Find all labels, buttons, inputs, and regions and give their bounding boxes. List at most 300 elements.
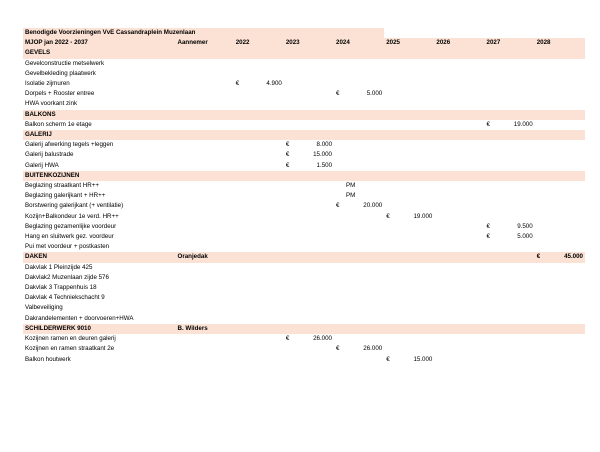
- amount-cell-2028: [545, 212, 585, 222]
- currency-cell-2025: [384, 140, 394, 150]
- currency-cell-2025: [384, 150, 394, 160]
- amount-cell-2028: [545, 283, 585, 293]
- contractor-cell: [176, 212, 234, 222]
- amount-cell-2022: [244, 171, 284, 181]
- amount-cell-2023: [294, 252, 334, 262]
- amount-cell-2023: [294, 69, 334, 79]
- currency-cell-2022: [234, 48, 244, 58]
- amount-cell-2023: [294, 59, 334, 69]
- amount-cell-2023: [294, 212, 334, 222]
- currency-cell-2023: [284, 232, 294, 242]
- currency-cell-2026: [434, 110, 444, 120]
- amount-cell-2026: [444, 130, 484, 140]
- contractor-cell: [176, 171, 234, 181]
- amount-cell-2023: [294, 201, 334, 211]
- amount-cell-2028: [545, 161, 585, 171]
- amount-cell-2025: [394, 283, 434, 293]
- amount-cell-2025: [394, 232, 434, 242]
- currency-cell-2026: [434, 355, 444, 365]
- currency-cell-2024: [334, 222, 344, 232]
- currency-cell-2024: [334, 171, 344, 181]
- amount-cell-2026: [444, 232, 484, 242]
- table-row: [23, 69, 585, 79]
- amount-cell-2027: [495, 59, 535, 69]
- currency-cell-2028: [535, 59, 545, 69]
- table-row: [23, 273, 585, 283]
- amount-cell-2023: [294, 89, 334, 99]
- title-row: [23, 28, 585, 38]
- currency-cell-2025: [384, 252, 394, 262]
- currency-cell-2024: [334, 110, 344, 120]
- currency-cell-2027: [485, 69, 495, 79]
- currency-cell-2024: [334, 263, 344, 273]
- currency-cell-2024: [334, 334, 344, 344]
- amount-cell-2025: [394, 140, 434, 150]
- currency-cell-2023: [284, 99, 294, 109]
- amount-cell-2023: 8.000: [316, 141, 333, 149]
- amount-cell-2022: [244, 314, 284, 324]
- item-label: Isolatie zijmuren: [25, 80, 70, 88]
- item-label: Galerij HWA: [25, 161, 59, 169]
- currency-cell-2027: [485, 263, 495, 273]
- amount-cell-2023: [294, 181, 334, 191]
- item-label: Dorpels + Rooster entree: [25, 90, 95, 98]
- currency-cell-2025: [384, 89, 394, 99]
- currency-cell-2027: [485, 283, 495, 293]
- currency-cell-2028: [535, 344, 545, 354]
- currency-cell-2025: [384, 324, 394, 334]
- document-title: Benodigde Voorzieningen VvE Cassandraplein Muzenlaan: [23, 28, 384, 38]
- currency-cell-2028: [535, 212, 545, 222]
- amount-cell-2028: [545, 150, 585, 160]
- currency-cell-2025: [384, 222, 394, 232]
- currency-cell-2026: [434, 48, 444, 58]
- amount-cell-2023: [294, 355, 334, 365]
- currency-cell-2025: [384, 161, 394, 171]
- currency-cell-2022: [234, 252, 244, 262]
- currency-cell-2022: [234, 324, 244, 334]
- currency-cell-2028: [535, 355, 545, 365]
- currency-cell-2027: €: [486, 222, 490, 230]
- item-label: Dakvlak 3 Trappenhuis 18: [25, 284, 97, 292]
- table-row: [23, 242, 585, 252]
- currency-cell-2025: €: [386, 212, 390, 220]
- currency-cell-2026: [434, 273, 444, 283]
- currency-cell-2026: [434, 242, 444, 252]
- spreadsheet-sheet: [0, 28, 600, 452]
- amount-cell-2022: [244, 48, 284, 58]
- currency-cell-2028: [535, 150, 545, 160]
- amount-cell-2024: [344, 140, 384, 150]
- amount-cell-2025: [394, 324, 434, 334]
- section-label: BALKONS: [23, 110, 176, 120]
- item-label: Galerij afwerking tegels +leggen: [25, 141, 114, 149]
- currency-cell-2026: [434, 201, 444, 211]
- currency-cell-2024: [334, 252, 344, 262]
- currency-cell-2023: €: [285, 335, 290, 343]
- contractor-cell: [176, 150, 234, 160]
- year-header-2027: 2027: [485, 38, 535, 48]
- amount-cell-2028: [545, 232, 585, 242]
- amount-cell-2028: [545, 110, 585, 120]
- amount-cell-2025: [394, 110, 434, 120]
- amount-cell-2026: [444, 324, 484, 334]
- amount-cell-2027: [495, 99, 535, 109]
- amount-cell-2022: [244, 344, 284, 354]
- amount-cell-2027: [495, 171, 535, 181]
- currency-cell-2024: [334, 293, 344, 303]
- amount-cell-2028: [545, 171, 585, 181]
- currency-cell-2023: €: [285, 161, 290, 169]
- currency-cell-2024: [334, 120, 344, 130]
- currency-cell-2028: [535, 120, 545, 130]
- amount-cell-2024: [344, 99, 384, 109]
- currency-cell-2022: [234, 171, 244, 181]
- amount-cell-2022: [244, 355, 284, 365]
- title-row-filler: [384, 28, 394, 38]
- currency-cell-2023: [284, 110, 294, 120]
- currency-cell-2025: [384, 120, 394, 130]
- contractor-cell: [176, 140, 234, 150]
- contractor-cell: [176, 263, 234, 273]
- amount-cell-2026: [444, 355, 484, 365]
- currency-cell-2027: [485, 344, 495, 354]
- title-row-filler: [444, 28, 484, 38]
- amount-cell-2025: [394, 79, 434, 89]
- amount-cell-2023: 1.500: [316, 161, 333, 169]
- currency-cell-2026: [434, 334, 444, 344]
- currency-cell-2028: [535, 222, 545, 232]
- amount-cell-2023: [294, 222, 334, 232]
- currency-cell-2025: [384, 293, 394, 303]
- item-label: Dakvlak2 Muzenlaan zijde 576: [25, 273, 109, 281]
- contractor-cell: [176, 344, 234, 354]
- amount-cell-2025: [394, 59, 434, 69]
- amount-cell-2022: [244, 222, 284, 232]
- currency-cell-2026: [434, 324, 444, 334]
- currency-cell-2028: [535, 314, 545, 324]
- amount-cell-2028: [545, 69, 585, 79]
- section-label: SCHILDERWERK 9010: [23, 324, 176, 334]
- amount-cell-2025: [394, 263, 434, 273]
- amount-cell-2025: [394, 222, 434, 232]
- amount-cell-2025: [394, 252, 434, 262]
- amount-cell-2024: [344, 293, 384, 303]
- currency-cell-2026: [434, 263, 444, 273]
- amount-cell-2026: [444, 99, 484, 109]
- currency-cell-2022: [234, 303, 244, 313]
- currency-cell-2028: [535, 283, 545, 293]
- item-label: Gevelbekleding plaatwerk: [25, 69, 96, 77]
- amount-cell-2028: [545, 201, 585, 211]
- currency-cell-2025: [384, 191, 394, 201]
- currency-cell-2022: [234, 59, 244, 69]
- currency-cell-2025: €: [386, 355, 390, 363]
- currency-cell-2027: [485, 191, 495, 201]
- amount-cell-2023: [294, 79, 334, 89]
- amount-cell-2026: [444, 212, 484, 222]
- title-row-filler: [434, 28, 444, 38]
- amount-cell-2023: 15.000: [313, 151, 333, 159]
- currency-cell-2026: [434, 79, 444, 89]
- title-row-filler: [495, 28, 535, 38]
- item-label: Balkon scherm 1e etage: [25, 120, 92, 128]
- amount-cell-2024: [344, 242, 384, 252]
- title-row-filler: [545, 28, 585, 38]
- currency-cell-2026: [434, 232, 444, 242]
- table-row: [23, 191, 585, 201]
- currency-cell-2022: [234, 242, 244, 252]
- amount-cell-2022: [244, 283, 284, 293]
- amount-cell-2028: [545, 242, 585, 252]
- currency-cell-2026: [434, 222, 444, 232]
- table-row: [23, 232, 585, 242]
- amount-cell-2027: [495, 110, 535, 120]
- amount-cell-2027: [495, 212, 535, 222]
- currency-cell-2022: [234, 273, 244, 283]
- year-header-2026: 2026: [434, 38, 484, 48]
- currency-cell-2027: [485, 171, 495, 181]
- amount-cell-2023: [294, 303, 334, 313]
- currency-cell-2025: [384, 273, 394, 283]
- amount-cell-2025: [394, 171, 434, 181]
- currency-cell-2027: [485, 150, 495, 160]
- contractor-cell: Oranjedak: [176, 252, 234, 262]
- amount-cell-2024: 5.000: [366, 90, 383, 98]
- item-label: Kozijnen en ramen straatkant 2e: [25, 345, 115, 353]
- contractor-cell: [176, 181, 234, 191]
- currency-cell-2022: [234, 130, 244, 140]
- contractor-cell: [176, 191, 234, 201]
- currency-cell-2026: [434, 181, 444, 191]
- currency-cell-2025: [384, 201, 394, 211]
- currency-cell-2027: [485, 314, 495, 324]
- table-row: [23, 150, 585, 160]
- currency-cell-2023: [284, 242, 294, 252]
- currency-cell-2027: [485, 293, 495, 303]
- item-label: Beglazing galerijkant + HR++: [25, 192, 106, 200]
- amount-cell-2028: [545, 324, 585, 334]
- amount-cell-2022: [244, 69, 284, 79]
- amount-cell-2022: [244, 201, 284, 211]
- amount-cell-2022: [244, 273, 284, 283]
- amount-cell-2025: [394, 201, 434, 211]
- currency-cell-2022: [234, 89, 244, 99]
- currency-cell-2024: [334, 314, 344, 324]
- currency-cell-2023: [284, 89, 294, 99]
- currency-cell-2027: €: [486, 120, 490, 128]
- amount-cell-2022: [244, 242, 284, 252]
- currency-cell-2024: [334, 303, 344, 313]
- header-row: [23, 38, 585, 48]
- amount-cell-2024: [344, 48, 384, 58]
- amount-cell-2027: [495, 130, 535, 140]
- amount-cell-2022: [244, 140, 284, 150]
- table-row: [23, 161, 585, 171]
- amount-cell-2022: [244, 89, 284, 99]
- amount-cell-2027: [495, 252, 535, 262]
- contractor-header-cell: Aannemer: [176, 38, 234, 48]
- amount-cell-2027: 19.000: [513, 120, 533, 128]
- section-row: [23, 252, 585, 262]
- year-header-2023: 2023: [284, 38, 334, 48]
- amount-cell-2024: 20.000: [363, 202, 383, 210]
- amount-cell-2027: [495, 89, 535, 99]
- currency-cell-2024: [334, 324, 344, 334]
- currency-cell-2023: [284, 130, 294, 140]
- currency-cell-2026: [434, 140, 444, 150]
- amount-cell-2022: [244, 212, 284, 222]
- currency-cell-2023: [284, 355, 294, 365]
- currency-cell-2023: [284, 222, 294, 232]
- currency-cell-2022: [234, 120, 244, 130]
- currency-cell-2027: [485, 140, 495, 150]
- currency-cell-2023: [284, 201, 294, 211]
- table-row: [23, 314, 585, 324]
- item-label: Pui met voordeur + postkasten: [25, 243, 110, 251]
- amount-cell-2028: [545, 222, 585, 232]
- section-label: GALERIJ: [23, 130, 176, 140]
- currency-cell-2026: [434, 314, 444, 324]
- currency-cell-2028: [535, 110, 545, 120]
- amount-cell-2024: [344, 130, 384, 140]
- currency-cell-2027: [485, 324, 495, 334]
- amount-cell-2022: [244, 120, 284, 130]
- currency-cell-2027: [485, 110, 495, 120]
- currency-cell-2027: [485, 79, 495, 89]
- currency-cell-2022: [234, 263, 244, 273]
- currency-cell-2025: [384, 263, 394, 273]
- amount-cell-2026: [444, 150, 484, 160]
- amount-cell-2027: [495, 242, 535, 252]
- currency-cell-2028: [535, 324, 545, 334]
- amount-cell-2025: [394, 130, 434, 140]
- section-label: BUITENKOZIJNEN: [23, 171, 176, 181]
- currency-cell-2024: [334, 99, 344, 109]
- amount-cell-2022: [244, 334, 284, 344]
- amount-cell-2022: [244, 191, 284, 201]
- currency-cell-2025: [384, 171, 394, 181]
- amount-cell-2026: [444, 263, 484, 273]
- amount-cell-2022: [244, 252, 284, 262]
- contractor-cell: [176, 59, 234, 69]
- currency-cell-2027: [485, 212, 495, 222]
- currency-cell-2028: [535, 99, 545, 109]
- amount-cell-2025: [394, 48, 434, 58]
- currency-cell-2028: [535, 263, 545, 273]
- item-label: Balkon houtwerk: [25, 355, 71, 363]
- currency-cell-2024: [334, 242, 344, 252]
- currency-cell-2023: [284, 324, 294, 334]
- currency-cell-2026: [434, 283, 444, 293]
- table-row: [23, 201, 585, 211]
- currency-cell-2028: [535, 171, 545, 181]
- currency-cell-2022: [234, 181, 244, 191]
- amount-cell-2022: [244, 181, 284, 191]
- amount-cell-2027: [495, 303, 535, 313]
- currency-cell-2028: [535, 89, 545, 99]
- amount-cell-2026: [444, 69, 484, 79]
- contractor-cell: [176, 334, 234, 344]
- amount-cell-2025: [394, 150, 434, 160]
- amount-cell-2025: [394, 161, 434, 171]
- amount-cell-2022: [244, 150, 284, 160]
- currency-cell-2027: [485, 48, 495, 58]
- amount-cell-2028: [545, 59, 585, 69]
- amount-cell-2022: [244, 303, 284, 313]
- section-label: GEVELS: [23, 48, 176, 58]
- amount-cell-2023: [294, 110, 334, 120]
- currency-cell-2028: [535, 161, 545, 171]
- amount-cell-2024: [344, 222, 384, 232]
- item-label: Dakrandelementen + doorvoeren+HWA: [25, 314, 134, 322]
- amount-cell-2022: [244, 263, 284, 273]
- amount-cell-2028: [545, 130, 585, 140]
- amount-cell-2026: [444, 314, 484, 324]
- amount-cell-2023: [294, 263, 334, 273]
- table-row: [23, 212, 585, 222]
- amount-cell-2023: [294, 99, 334, 109]
- currency-cell-2022: [234, 334, 244, 344]
- currency-cell-2023: [284, 120, 294, 130]
- amount-cell-2026: [444, 120, 484, 130]
- amount-cell-2028: 45.000: [545, 252, 585, 262]
- currency-cell-2025: [384, 344, 394, 354]
- currency-cell-2027: [485, 59, 495, 69]
- currency-cell-2026: [434, 120, 444, 130]
- currency-cell-2024: [334, 161, 344, 171]
- currency-cell-2022: [234, 150, 244, 160]
- amount-cell-2026: [444, 252, 484, 262]
- item-label: Dakvlak 1 Pleinzijde 425: [25, 263, 93, 271]
- contractor-cell: [176, 232, 234, 242]
- title-row-filler: [485, 28, 495, 38]
- currency-cell-2026: [434, 252, 444, 262]
- item-label: Gevelconstructie metselwerk: [25, 59, 105, 67]
- currency-cell-2025: [384, 48, 394, 58]
- amount-cell-2027: 5.000: [517, 233, 533, 241]
- amount-cell-2024: [344, 355, 384, 365]
- table-row: [23, 303, 585, 313]
- table-row: [23, 79, 585, 89]
- amount-cell-2025: [394, 273, 434, 283]
- currency-cell-2024: [334, 69, 344, 79]
- amount-cell-2023: [294, 293, 334, 303]
- table-row: [23, 99, 585, 109]
- amount-cell-2022: [244, 110, 284, 120]
- currency-cell-2024: [334, 59, 344, 69]
- amount-cell-2026: [444, 48, 484, 58]
- amount-cell-2028: [545, 344, 585, 354]
- amount-cell-2024: [344, 314, 384, 324]
- currency-cell-2024: [334, 212, 344, 222]
- contractor-cell: [176, 161, 234, 171]
- amount-cell-2024: [344, 69, 384, 79]
- year-header-2022: 2022: [234, 38, 284, 48]
- amount-cell-2022: 4.900: [266, 80, 282, 88]
- amount-cell-2028: [545, 263, 585, 273]
- subtitle-cell: MJOP jan 2022 - 2037: [23, 38, 176, 48]
- section-row: [23, 48, 585, 58]
- contractor-cell: [176, 293, 234, 303]
- amount-cell-2025: [394, 181, 434, 191]
- amount-cell-2025: [394, 314, 434, 324]
- currency-cell-2023: [284, 181, 294, 191]
- amount-cell-2027: [495, 181, 535, 191]
- amount-cell-2023: [294, 344, 334, 354]
- amount-cell-2026: [444, 59, 484, 69]
- amount-cell-2028: [545, 48, 585, 58]
